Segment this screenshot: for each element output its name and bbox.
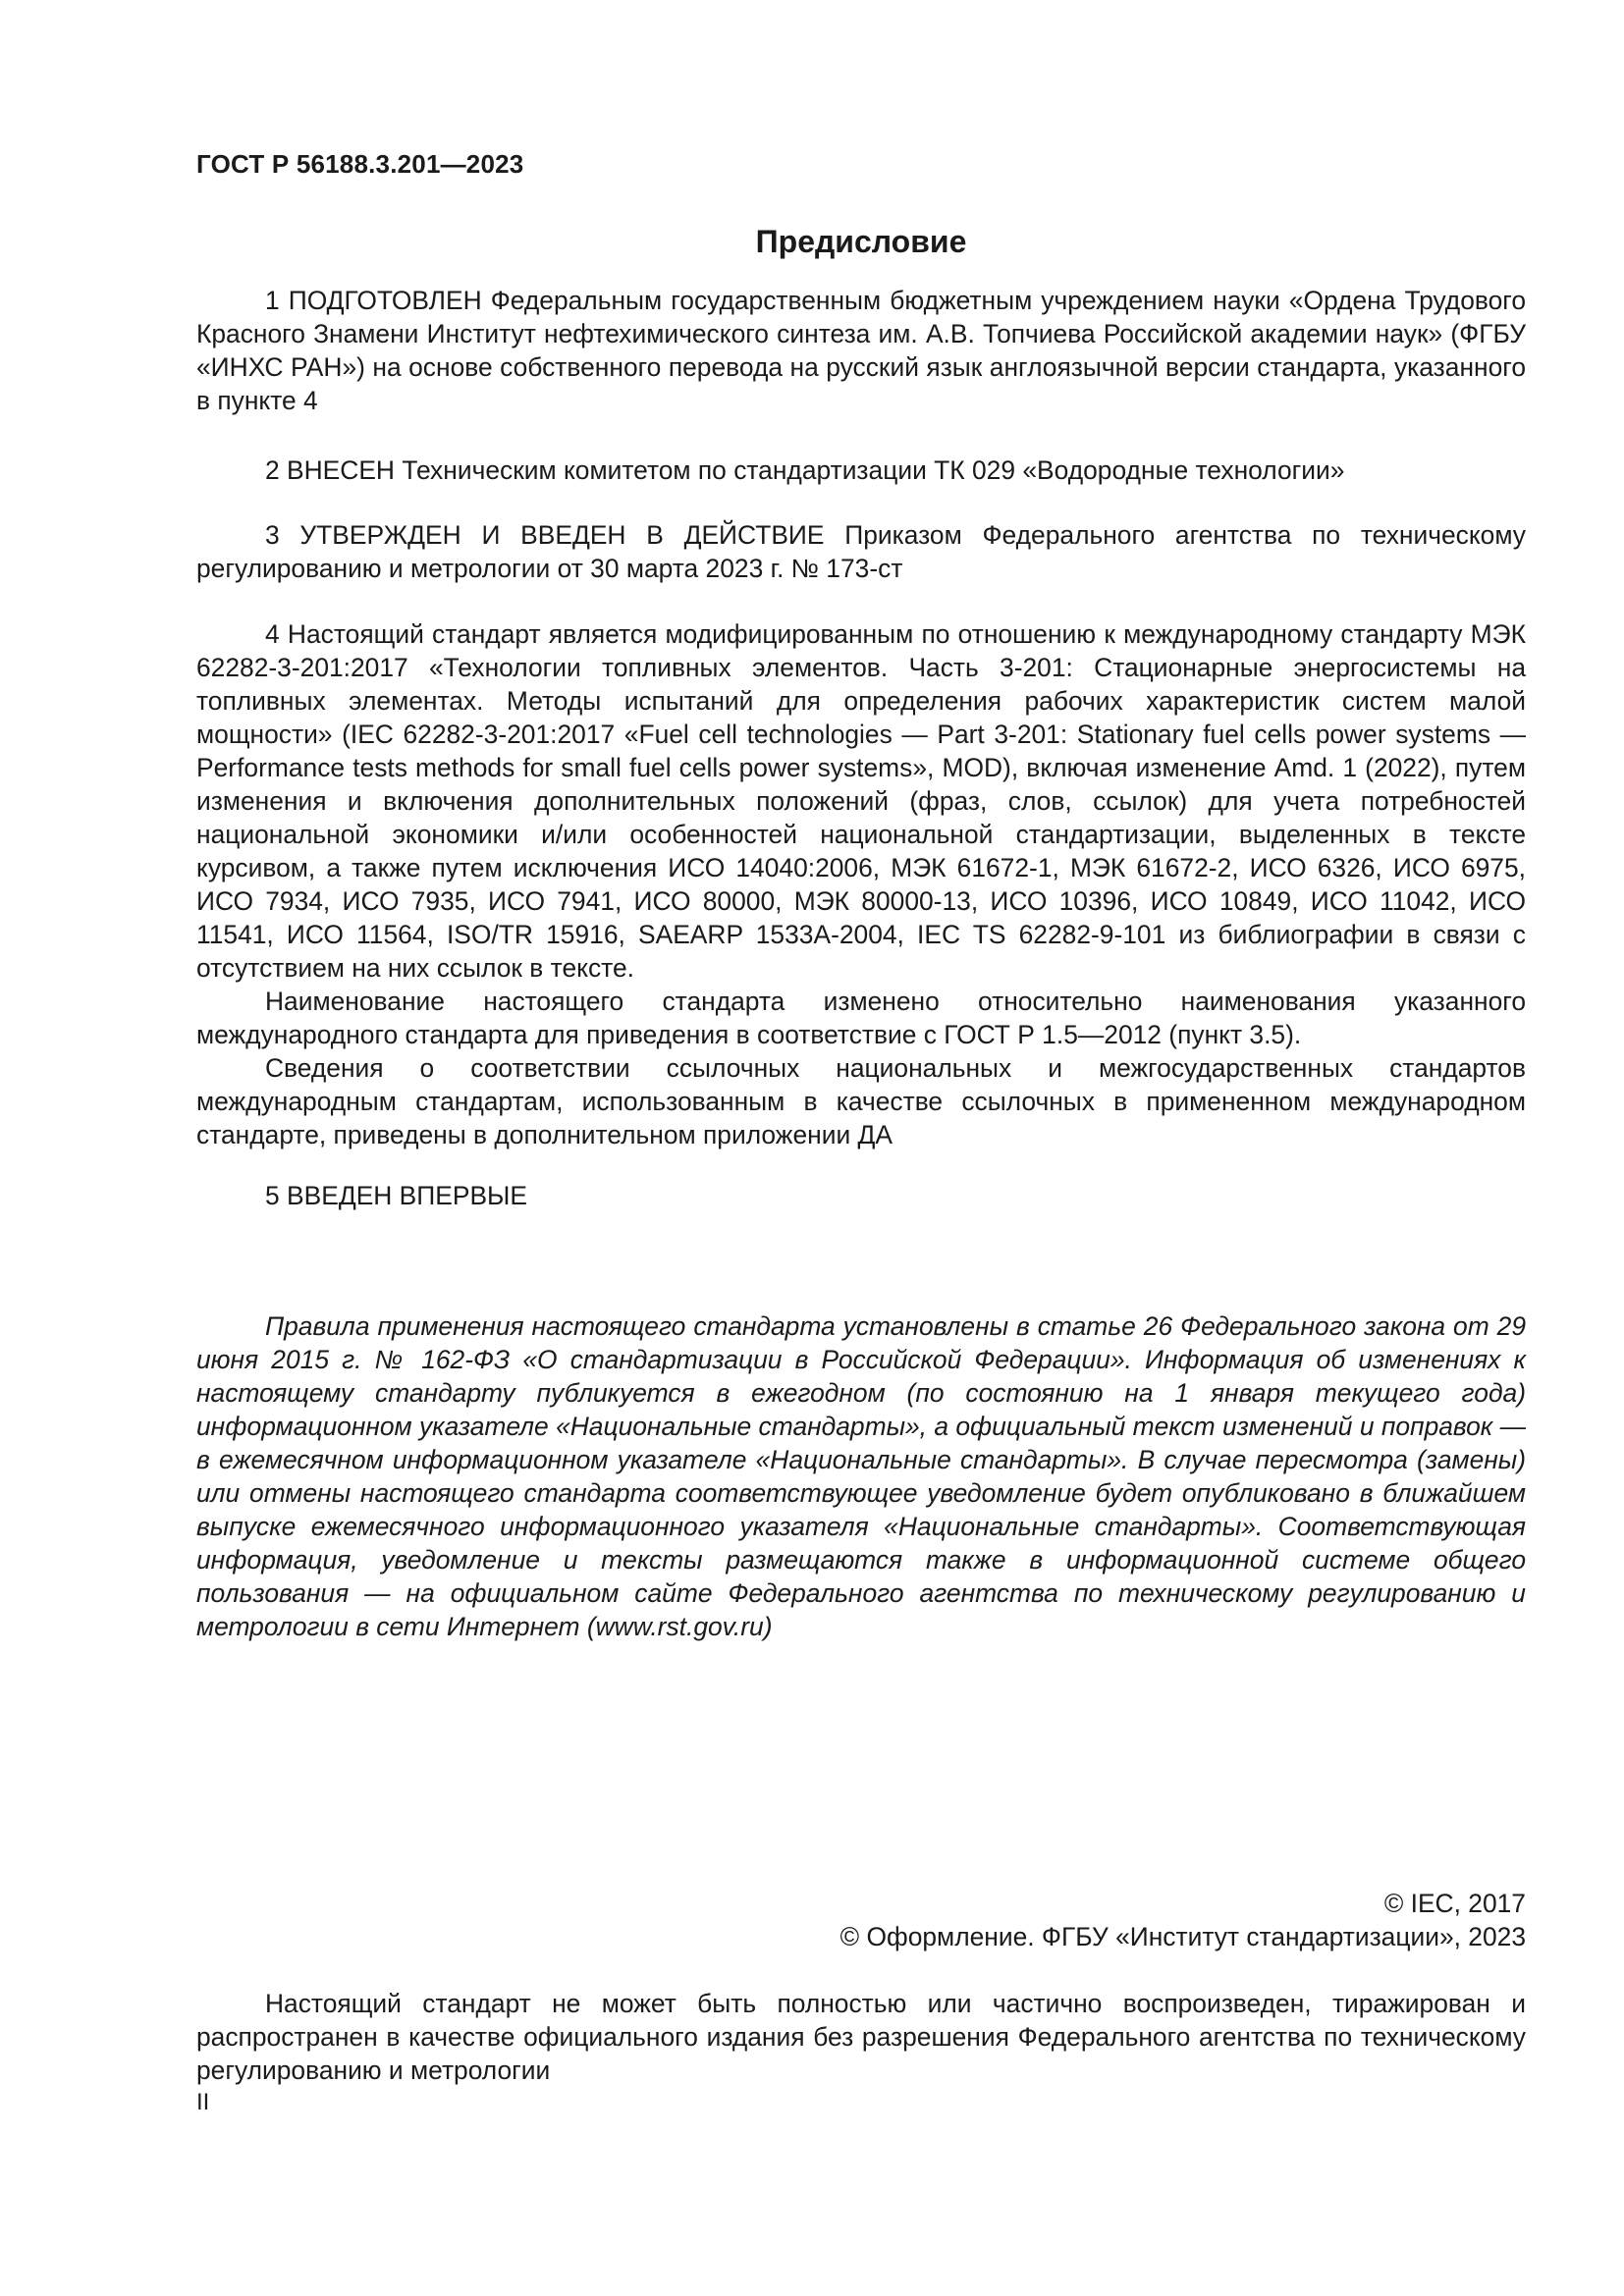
copyright-iec: © IEC, 2017 xyxy=(1383,1889,1526,1918)
section-2 xyxy=(196,454,1526,487)
copyright-institute: © Оформление. ФГБУ «Институт стандартизации», 2023 xyxy=(839,1922,1526,1951)
application-rules-text: Правила применения настоящего стандарта установлены в статье 26 Федерального закона от 29 июня 2015 г. № 162-ФЗ «О стандартизации в Российской Федерации». Информация об изменениях к настоящему стандарту публикуется в ежегодном (по состоянию на 1 января текущего года) информационном указателе «Национальные стандарты», а официальный текст изменений и поправок — в ежемесячном информационном указателе «Национальные стандарты». В случае пересмотра (замены) или отмены настоящего стандарта соответствующее уведомление будет опубликовано в ближайшем выпуске ежемесячного информационного указателя «Национальные стандарты». Соответствующая информация, уведомление и тексты размещаются также в информационной системе общего пользования — на официальном сайте Федерального агентства по техническому регулированию и метрологии в сети Интернет (www.rst.gov.ru) xyxy=(196,1311,1526,1641)
reproduction-notice-text: Настоящий стандарт не может быть полностью или частично воспроизведен, тиражирован и распространен в качестве официального издания без разрешения Федерального агентства по техническому регулированию и метрологии xyxy=(196,1989,1526,2085)
section-4-paragraph-2: Наименование настоящего стандарта изменено относительно наименования указанного международного стандарта для приведения в соответствие с ГОСТ Р 1.5—2012 (пункт 3.5). xyxy=(196,987,1526,1049)
section-1-text: 1 ПОДГОТОВЛЕН Федеральным государственным бюджетным учреждением науки «Ордена Трудового Красного Знамени Институт нефтехимического синтеза им. А.В. Топчиева Российской академии наук» (ФГБУ «ИНХС РАН») на основе собственного перевода на русский язык англоязычной версии стандарта, указанного в пункте 4 xyxy=(196,286,1526,415)
section-1 xyxy=(196,284,1526,417)
section-4 xyxy=(196,617,1526,1151)
copyright-block xyxy=(840,1887,1526,1953)
section-5-text: 5 ВВЕДЕН ВПЕРВЫЕ xyxy=(265,1181,528,1210)
section-5 xyxy=(196,1179,1526,1212)
application-rules-notice xyxy=(196,1309,1526,1643)
section-4-paragraph-1: 4 Настоящий стандарт является модифицированным по отношению к международному стандарту МЭК 62282-3-201:2017 «Технологии топливных элементов. Часть 3-201: Стационарные энергосистемы на топливных элементах. Методы испытаний для определения рабочих характеристик систем малой мощности» (IEC 62282-3-201:2017 «Fuel cell technologies — Part 3-201: Stationary fuel cells power systems — Performance tests methods for small fuel cells power systems», MOD), включая изменение Amd. 1 (2022), путем изменения и включения дополнительных положений (фраз, слов, ссылок) для учета потребностей национальной экономики и/или особенностей национальной стандартизации, выделенных в тексте курсивом, а также путем исключения ИСО 14040:2006, МЭК 61672-1, МЭК 61672-2, ИСО 6326, ИСО 6975, ИСО 7934, ИСО 7935, ИСО 7941, ИСО 80000, МЭК 80000-13, ИСО 10396, ИСО 10849, ИСО 11042, ИСО 11541, ИСО 11564, ISO/TR 15916, SAEARP 1533A-2004, IEC TS 62282-9-101 из библиографии в связи с отсутствием на них ссылок в тексте. xyxy=(196,619,1526,983)
section-2-text: 2 ВНЕСЕН Техническим комитетом по стандартизации ТК 029 «Водородные технологии» xyxy=(265,455,1345,485)
section-3-text: 3 УТВЕРЖДЕН И ВВЕДЕН В ДЕЙСТВИЕ Приказом Федерального агентства по техническому регулированию и метрологии от 30 марта 2023 г. № 173-ст xyxy=(196,520,1526,583)
reproduction-notice xyxy=(196,1987,1526,2087)
section-4-paragraph-3: Сведения о соответствии ссылочных национальных и межгосударственных стандартов международным стандартам, использованным в качестве ссылочных в примененном международном стандарте, приведены в дополнительном приложении ДА xyxy=(196,1053,1526,1149)
section-3 xyxy=(196,518,1526,585)
document-code: ГОСТ Р 56188.3.201—2023 xyxy=(196,149,524,179)
page-number: II xyxy=(196,2089,210,2115)
page-title: Предисловие xyxy=(755,224,967,259)
